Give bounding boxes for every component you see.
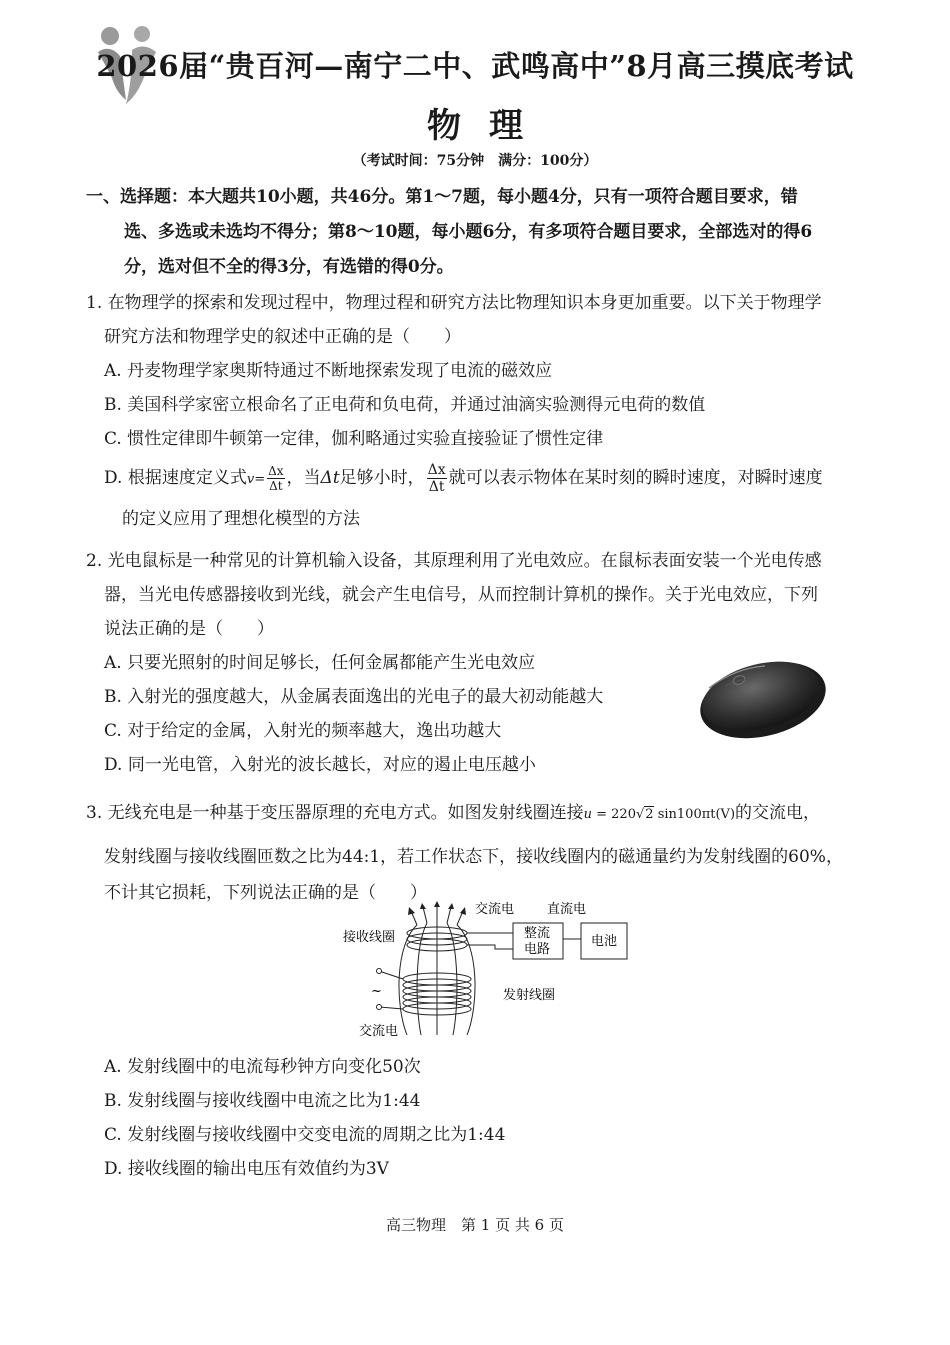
q1-formula-fraction-2	[427, 462, 447, 495]
subject-char-1: 物	[427, 106, 461, 146]
q1-fraction-numerator: Δx	[268, 464, 284, 478]
q3-formula-sqrt: 2	[645, 807, 654, 822]
q2-stem-line-1: 2. 光电鼠标是一种常见的计算机输入设备，其原理利用了光电效应。在鼠标表面安装一个光电传感	[86, 551, 822, 571]
terminal-bottom	[377, 1005, 382, 1010]
q1-option-a: A. 丹麦物理学家奥斯特通过不断地探索发现了电流的磁效应	[104, 361, 553, 381]
q1-formula-v: v	[246, 472, 255, 487]
q3-formula: u = 220√2 sin100πt(V)	[583, 807, 736, 822]
question-1-stem	[86, 286, 876, 354]
q3-stem-line-1b: 的交流电，	[735, 803, 821, 823]
q3-option-a: A. 发射线圈中的电流每秒钟方向变化50次	[104, 1057, 421, 1077]
label-ac-bottom: 交流电	[359, 1024, 399, 1039]
section-line-3: 分，选对但不全的得3分，有选错的得0分。	[124, 257, 454, 277]
section-line-2: 选、多选或未选均不得分；第8～10题，每小题6分，有多项符合题目要求，全部选对的得6	[124, 222, 813, 242]
q3-formula-eq: = 220	[592, 807, 636, 822]
exam-info: （考试时间：75分钟 满分：100分）	[352, 153, 598, 169]
label-battery: 电池	[591, 934, 618, 949]
q3-formula-u: u	[583, 807, 592, 822]
label-tilde: ~	[371, 984, 382, 999]
q1-fraction-denominator: Δt	[269, 479, 283, 493]
q1-option-d-text-2: ，当	[286, 468, 321, 488]
q1-option-c: C. 惯性定律即牛顿第一定律，伽利略通过实验直接验证了惯性定律	[104, 429, 604, 449]
terminal-top	[377, 969, 382, 974]
exam-title: 2026届“贵百河—南宁二中、武鸣高中”8月高三摸底考试	[96, 49, 854, 83]
q1-stem-line-1: 1. 在物理学的探索和发现过程中，物理过程和研究方法比物理知识本身更加重要。以下关于物理学	[86, 293, 822, 313]
q3-option-d: D. 接收线圈的输出电压有效值约为3V	[104, 1159, 389, 1179]
q3-option-b: B. 发射线圈与接收线圈中电流之比为1:44	[104, 1091, 421, 1111]
q3-stem-line-2: 发射线圈与接收线圈匝数之比为44:1，若工作状态下，接收线圈内的磁通量约为发射线圈的60%，	[104, 847, 843, 867]
label-rectifier-2: 电路	[524, 942, 551, 957]
label-ac-top: 交流电	[475, 902, 515, 917]
q1-option-d-text-3: 足够小时，	[339, 468, 425, 488]
q1-formula-eq: =	[254, 472, 266, 487]
q2-stem-line-2: 器，当光电传感器接收到光线，就会产生电信号，从而控制计算机的操作。关于光电效应，下列	[104, 585, 818, 605]
q1-stem-line-2: 研究方法和物理学史的叙述中正确的是（ ）	[104, 327, 461, 347]
label-transmit-coil: 发射线圈	[503, 988, 556, 1003]
q2-option-d: D. 同一光电管，入射光的波长越长，对应的遏止电压越小	[104, 755, 536, 775]
q3-option-c: C. 发射线圈与接收线圈中交变电流的周期之比为1:44	[104, 1125, 506, 1145]
question-3-stem	[86, 792, 876, 908]
question-1	[86, 286, 876, 536]
subject-char-2: 理	[489, 106, 523, 146]
question-3	[86, 792, 876, 908]
q3-stem-line-3: 不计其它损耗，下列说法正确的是（ ）	[104, 883, 427, 903]
label-rectifier-1: 整流	[524, 926, 551, 941]
q3-formula-rest: sin100πt(V)	[657, 807, 736, 822]
q1-formula-fraction	[267, 464, 284, 493]
q1-option-d-text-4: 就可以表示物体在某时刻的瞬时速度，对瞬时速度	[448, 468, 823, 488]
section-line-1: 一、选择题：本大题共10小题，共46分。第1～7题，每小题4分，只有一项符合题目要求，错	[86, 187, 798, 207]
q2-option-c: C. 对于给定的金属，入射光的频率越大，逸出功越大	[104, 721, 502, 741]
q1-fraction2-denominator: Δt	[428, 479, 445, 495]
q2-option-a: A. 只要光照射的时间足够长，任何金属都能产生光电效应	[104, 653, 536, 673]
question-2-stem	[86, 544, 876, 646]
question-3-options	[86, 1050, 876, 1186]
label-receive-coil: 接收线圈	[343, 930, 396, 945]
q1-option-d-text-1: D. 根据速度定义式	[104, 468, 247, 488]
page-footer: 高三物理 第 1 页 共 6 页	[386, 1216, 564, 1234]
q1-option-d-continued: 的定义应用了理想化模型的方法	[122, 509, 360, 529]
subject-title	[0, 98, 950, 147]
label-dc-top: 直流电	[547, 902, 587, 917]
q2-option-b: B. 入射光的强度越大，从金属表面逸出的光电子的最大初动能越大	[104, 687, 604, 707]
q1-option-d	[86, 456, 876, 502]
computer-mouse-image	[695, 650, 830, 742]
q1-option-b: B. 美国科学家密立根命名了正电荷和负电荷，并通过油滴实验测得元电荷的数值	[104, 395, 706, 415]
q2-stem-line-3: 说法正确的是（ ）	[104, 619, 274, 639]
q1-fraction2-numerator: Δx	[427, 462, 446, 478]
section-heading	[86, 180, 876, 285]
wireless-charging-diagram	[335, 895, 635, 1045]
q1-delta-t: Δt	[320, 468, 340, 488]
q3-stem-line-1a: 3. 无线充电是一种基于变压器原理的充电方式。如图发射线圈连接	[86, 803, 584, 823]
